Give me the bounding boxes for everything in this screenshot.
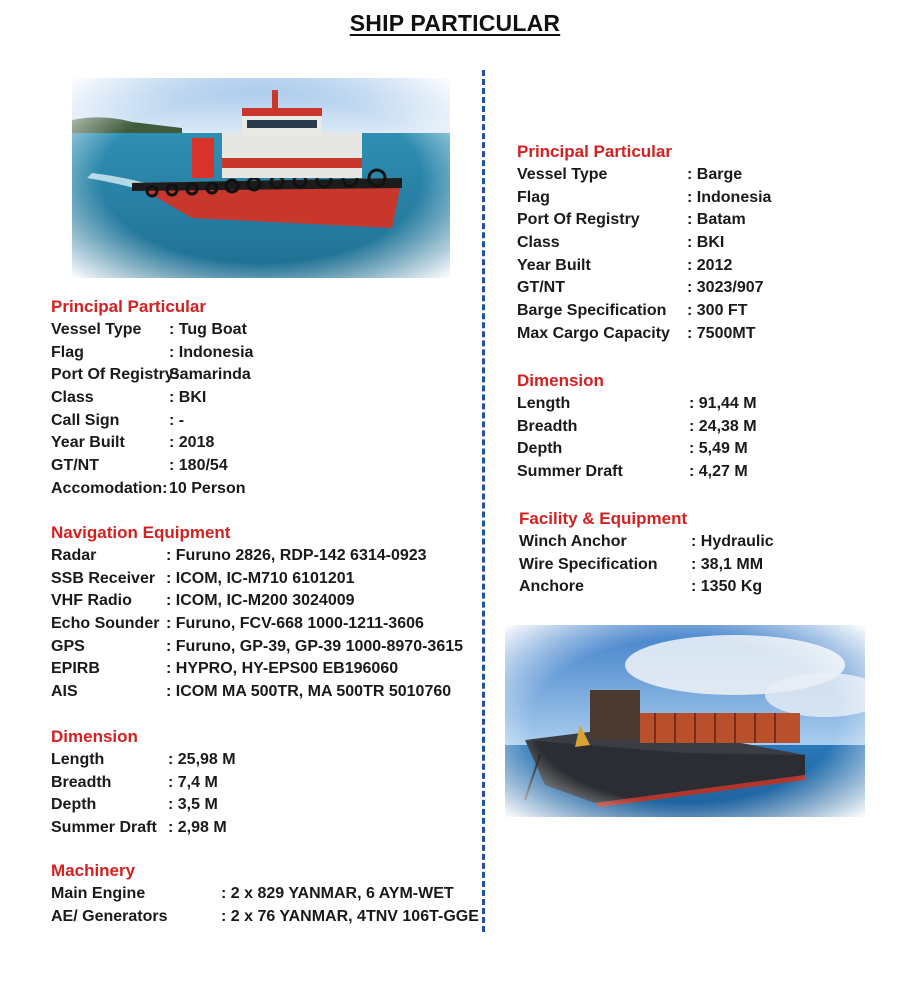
spec-label: Anchore (519, 578, 584, 596)
spec-row (517, 187, 771, 210)
spec-value: : 5,49 M (689, 440, 748, 458)
spec-label: Summer Draft (517, 463, 623, 481)
barge-facility-section (519, 508, 774, 599)
spec-row (51, 478, 253, 501)
spec-row (517, 255, 771, 278)
spec-label: Radar (51, 547, 97, 564)
spec-value: : BKI (687, 234, 725, 252)
tug-dimension-section (51, 726, 236, 840)
barge-principal-section (517, 141, 771, 346)
spec-row (51, 568, 463, 591)
spec-label: Accomodation: (51, 479, 168, 497)
spec-label: Year Built (517, 256, 591, 274)
tug-navigation-rows (51, 545, 463, 704)
spec-value: Samarinda (169, 366, 251, 384)
spec-label: VHF Radio (51, 592, 132, 610)
spec-row (517, 232, 771, 255)
spec-row (51, 883, 479, 906)
spec-row (517, 209, 771, 232)
spec-value: : 2 x 829 YANMAR, 6 AYM-WET (221, 885, 454, 902)
tug-navigation-section (51, 522, 463, 704)
spec-value: : 7500MT (687, 324, 756, 342)
spec-label: Port Of Registry (517, 211, 640, 229)
spec-label: Depth (51, 796, 97, 814)
spec-row (519, 531, 774, 554)
spec-row (51, 636, 463, 659)
spec-row (51, 342, 253, 365)
spec-row (519, 576, 774, 599)
barge-dimension-section (517, 370, 757, 484)
section-title: Navigation Equipment (51, 523, 231, 542)
spec-value: : 3,5 M (168, 796, 218, 814)
spec-row (51, 681, 463, 704)
spec-value: : Furuno 2826, RDP-142 6314-0923 (166, 547, 427, 564)
barge-principal-rows (517, 164, 771, 346)
spec-row (517, 416, 757, 439)
spec-row (517, 323, 771, 346)
section-title: Dimension (51, 727, 138, 746)
spec-value: : Batam (687, 211, 746, 229)
spec-value: : 91,44 M (689, 395, 757, 412)
spec-row (51, 794, 236, 817)
spec-value: : Hydraulic (691, 533, 774, 550)
spec-value: 10 Person (169, 479, 246, 497)
tug-boat-photo (72, 78, 450, 278)
spec-label: Length (51, 751, 105, 768)
spec-label: Length (517, 395, 571, 412)
section-title: Dimension (517, 371, 604, 390)
spec-row (517, 164, 771, 187)
spec-row (51, 319, 253, 342)
spec-label: Breadth (517, 417, 578, 435)
spec-row (517, 277, 771, 300)
spec-value: : BKI (169, 389, 207, 407)
spec-value: : 7,4 M (168, 773, 218, 791)
spec-value: : 2018 (169, 434, 215, 452)
spec-value: : 180/54 (169, 457, 228, 475)
section-title: Facility & Equipment (519, 509, 688, 528)
spec-row (51, 906, 479, 929)
spec-value: : - (169, 411, 185, 429)
tug-machinery-section (51, 860, 479, 928)
spec-label: Port Of Registry: (51, 366, 180, 384)
spec-value: : 2012 (687, 256, 733, 274)
spec-row (51, 658, 463, 681)
spec-label: AIS (51, 683, 78, 701)
spec-label: Breadth (51, 773, 112, 791)
spec-label: Depth (517, 440, 563, 458)
spec-value: : 38,1 MM (691, 555, 764, 573)
spec-row (51, 749, 236, 772)
spec-row (51, 410, 253, 433)
page-title: SHIP PARTICULAR (349, 10, 561, 36)
spec-value: : Furuno, GP-39, GP-39 1000-8970-3615 (166, 637, 464, 655)
spec-row (517, 461, 757, 484)
spec-row (51, 817, 236, 840)
spec-label: Class (51, 389, 94, 407)
spec-row (517, 438, 757, 461)
spec-value: : Tug Boat (169, 321, 247, 338)
spec-label: Flag (517, 188, 550, 206)
spec-label: SSB Receiver (51, 569, 156, 587)
section-title: Machinery (51, 861, 136, 880)
spec-value: : Indonesia (169, 343, 254, 361)
spec-row (51, 772, 236, 795)
spec-label: Main Engine (51, 885, 146, 902)
spec-row (51, 613, 463, 636)
spec-label: Year Built (51, 434, 125, 452)
spec-label: Summer Draft (51, 819, 157, 837)
spec-row (51, 455, 253, 478)
spec-row (519, 554, 774, 577)
spec-value: : ICOM, IC-M710 6101201 (166, 569, 355, 587)
spec-row (51, 364, 253, 387)
tug-principal-section (51, 296, 253, 501)
spec-value: : 300 FT (687, 302, 748, 320)
spec-value: : 24,38 M (689, 417, 757, 435)
spec-label: Vessel Type (51, 321, 142, 338)
section-title: Principal Particular (517, 142, 672, 161)
spec-label: GT/NT (51, 457, 99, 475)
spec-label: GT/NT (517, 279, 565, 297)
spec-label: GPS (51, 637, 85, 655)
section-title: Principal Particular (51, 297, 206, 316)
spec-label: Wire Specification (519, 555, 658, 573)
spec-label: Max Cargo Capacity (517, 324, 670, 342)
spec-label: Barge Specification (517, 302, 667, 320)
spec-label: Call Sign (51, 411, 120, 429)
spec-label: Class (517, 234, 560, 252)
barge-photo (505, 625, 865, 817)
spec-value: : 2,98 M (168, 819, 227, 837)
spec-value: : 4,27 M (689, 463, 748, 481)
spec-value: : Furuno, FCV-668 1000-1211-3606 (166, 615, 424, 633)
barge-dimension-rows (517, 393, 757, 484)
spec-value: : Indonesia (687, 188, 772, 206)
spec-value: : 25,98 M (168, 751, 236, 768)
spec-label: Flag (51, 343, 84, 361)
spec-value: : HYPRO, HY-EPS00 EB196060 (166, 660, 399, 678)
spec-label: EPIRB (51, 660, 100, 678)
spec-label: AE/ Generators (51, 907, 168, 925)
spec-value: : 2 x 76 YANMAR, 4TNV 106T-GGE (221, 907, 479, 925)
spec-row (51, 432, 253, 455)
barge-facility-rows (519, 531, 774, 599)
spec-label: Vessel Type (517, 166, 608, 183)
spec-value: : 3023/907 (687, 279, 764, 297)
spec-value: : ICOM MA 500TR, MA 500TR 5010760 (166, 683, 452, 701)
tug-principal-rows (51, 319, 253, 501)
tug-dimension-rows (51, 749, 236, 840)
column-divider (482, 70, 485, 932)
spec-value: : 1350 Kg (691, 578, 763, 596)
spec-row (51, 590, 463, 613)
spec-label: Winch Anchor (519, 533, 627, 550)
spec-row (51, 545, 463, 568)
spec-label: Echo Sounder (51, 615, 160, 633)
spec-row (517, 300, 771, 323)
spec-value: : Barge (687, 166, 743, 183)
spec-value: : ICOM, IC-M200 3024009 (166, 592, 355, 610)
spec-row (51, 387, 253, 410)
tug-machinery-rows (51, 883, 479, 928)
spec-row (517, 393, 757, 416)
